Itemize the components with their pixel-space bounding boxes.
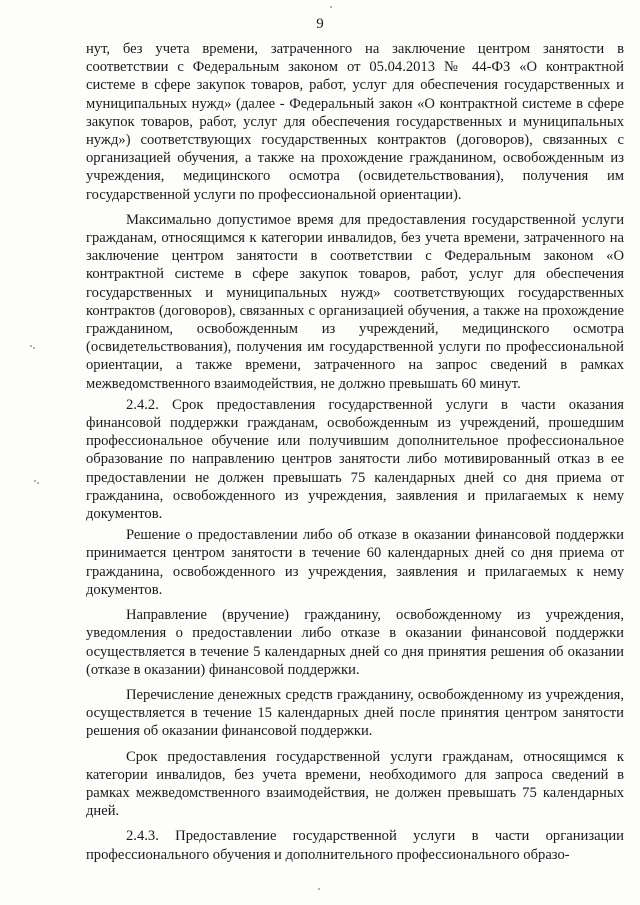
paragraph-4: Решение о предоставлении либо об отказе в оказании финансовой поддержки принимается центром занятости в течение 60 календарных дней со дня приема от гражданина, освобожденного из учреждения, заявления и прилагаемых к нему документов.	[86, 527, 624, 598]
paragraph-7: Срок предоставления государственной услуги гражданам, относящимся к категории инвалидов, без учета времени, необходимого для запроса сведений в рамках межведомственного взаимодействия, не должен превышать 75 календарных дней.	[86, 748, 624, 820]
page-number: 9	[316, 16, 324, 32]
paragraph-3: 2.4.2. Срок предоставления государственной услуги в части оказания финансовой поддержки гражданам, освобожденным из учреждений, прошедшим профессиональное обучение или получившим дополнительное профессиональное образование по направлению центров занятости либо мотивированный отказ в ее предоставлении не должен превышать 75 календарных дней со дня приема от гражданина, освобожденного из учреждения, заявления и прилагаемых к нему документов.	[86, 396, 624, 523]
scan-mark-4	[37, 482, 39, 484]
scan-mark-2	[33, 347, 35, 349]
scan-mark-6	[318, 888, 320, 890]
document-body	[86, 40, 624, 871]
scan-mark-1	[30, 345, 32, 347]
scan-mark-3	[34, 480, 36, 482]
scan-mark-5	[330, 6, 332, 8]
paragraph-5: Направление (вручение) гражданину, освобожденному из учреждения, уведомления о предоставлении либо отказе в оказании финансовой поддержки осуществляется в течение 5 календарных дней со дня принятия решения об оказании (отказе в оказании) финансовой поддержки.	[86, 607, 624, 678]
paragraph-6: Перечисление денежных средств гражданину, освобожденному из учреждения, осуществляется в течение 15 календарных дней после принятия центром занятости решения об оказании финансовой поддержки.	[86, 686, 624, 740]
paragraph-1: нут, без учета времени, затраченного на заключение центром занятости в соответствии с Федеральным законом от 05.04.2013 № 44-ФЗ «О контрактной системе в сфере закупок товаров, работ, услуг для обеспечения государственных и муниципальных нужд» (далее - Федеральный закон «О контрактной системе в сфере закупок товаров, работ, услуг для обеспечения государственных и муниципальных нужд») соответствующих государственных контрактов (договоров), связанных с организацией обучения, а также на прохождение гражданином, освобожденным из учреждения, медицинского осмотра (освидетельствования), получения им государственной услуги по профессиональной ориентации).	[86, 41, 624, 203]
paragraph-8: 2.4.3. Предоставление государственной услуги в части организации профессионального обучения и дополнительного профессионального образо-	[86, 828, 624, 863]
paragraph-2: Максимально допустимое время для предоставления государственной услуги гражданам, относящимся к категории инвалидов, без учета времени, затраченного на заключение центром занятости в соответствии с Федеральным законом «О контрактной системе в сфере закупок товаров, работ, услуг для обеспечения государственных и муниципальных нужд» соответствующих государственных контрактов (договоров), связанных с организацией обучения, а также на прохождение гражданином, освобожденным из учреждений, медицинского осмотра (освидетельствования), получения им государственной услуги по профессиональной ориентации, а также времени, затраченного на запрос сведений в рамках межведомственного взаимодействия, не должно превышать 60 минут.	[86, 211, 624, 392]
